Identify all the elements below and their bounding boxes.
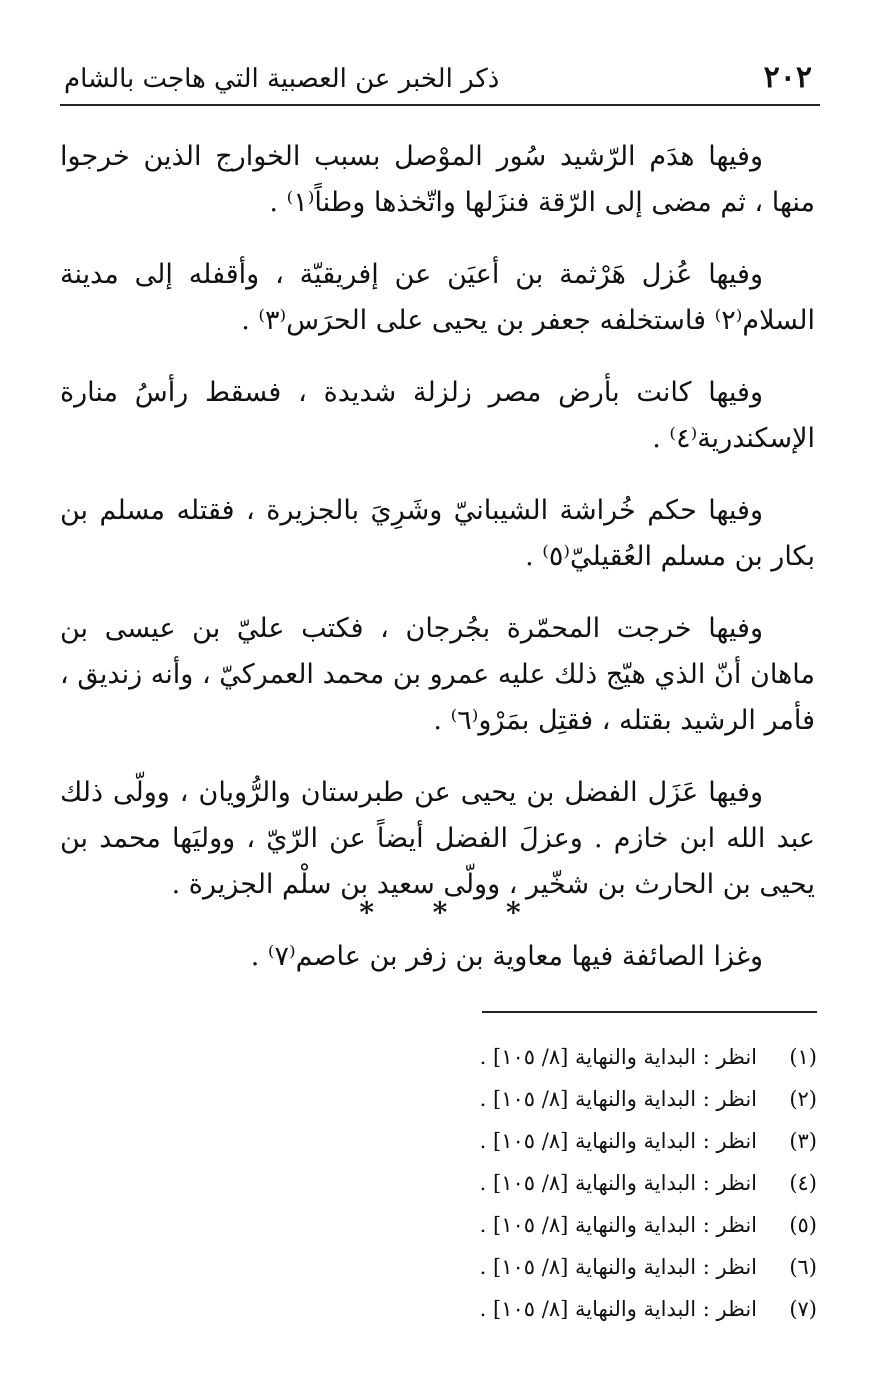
paragraph: وفيها حكم خُراشة الشيبانيّ وشَرِيَ بالجزيرة ، فقتله مسلم بن بكار بن مسلم العُقيليّ⁽٥⁾ . — [60, 495, 815, 572]
paragraph: وغزا الصائفة فيها معاوية بن زفر بن عاصم⁽٧⁾ . — [250, 941, 763, 972]
footnote — [420, 1162, 817, 1204]
footnote-number: (٣) — [789, 1129, 817, 1153]
footnote — [420, 1288, 817, 1330]
footnote-number: (٧) — [789, 1297, 817, 1321]
footnote-text: انظر : البداية والنهاية [٨/ ١٠٥] . — [479, 1087, 757, 1111]
footnote-number: (٤) — [789, 1171, 817, 1195]
paragraph: وفيها خرجت المحمّرة بجُرجان ، فكتب عليّ بن عيسى بن ماهان أنّ الذي هيّج ذلك عليه عمرو بن محمد العمركيّ ، وأنه زنديق ، فأمر الرشيد بقتله ، فقتِل بمَرْو⁽٦⁾ . — [60, 613, 815, 736]
footnote-text: انظر : البداية والنهاية [٨/ ١٠٥] . — [479, 1213, 757, 1237]
paragraph: وفيها عُزل هَرْثمة بن أعيَن عن إفريقيّة ، وأقفله إلى مدينة السلام⁽٢⁾ فاستخلفه جعفر بن يحيى على الحرَس⁽٣⁾ . — [60, 259, 815, 336]
body-text — [60, 134, 815, 1006]
footnote — [420, 1246, 817, 1288]
running-title: ذكر الخبر عن العصبية التي هاجت بالشام — [64, 64, 500, 94]
page-header — [60, 58, 820, 106]
footnote-number: (٢) — [789, 1087, 817, 1111]
footnote-number: (٦) — [789, 1255, 817, 1279]
separator-star: * — [505, 896, 521, 929]
footnote — [420, 1036, 817, 1078]
page-number: ٢٠٢ — [763, 60, 812, 95]
footnote-text: انظر : البداية والنهاية [٨/ ١٠٥] . — [479, 1255, 757, 1279]
footnotes — [420, 1036, 817, 1330]
footnote-text: انظر : البداية والنهاية [٨/ ١٠٥] . — [479, 1129, 757, 1153]
separator-star: * — [432, 896, 448, 929]
footnote — [420, 1204, 817, 1246]
footnote — [420, 1120, 817, 1162]
paragraph: وفيها هدَم الرّشيد سُور الموْصل بسبب الخوارج الذين خرجوا منها ، ثم مضى إلى الرّقة فنزَلها واتّخذها وطناً⁽١⁾ . — [60, 141, 815, 218]
footnote-number: (١) — [789, 1045, 817, 1069]
footnote — [420, 1078, 817, 1120]
paragraph: وفيها كانت بأرض مصر زلزلة شديدة ، فسقط رأسُ منارة الإسكندرية⁽٤⁾ . — [60, 377, 815, 454]
footnote-divider — [482, 1011, 817, 1013]
footnote-text: انظر : البداية والنهاية [٨/ ١٠٥] . — [479, 1171, 757, 1195]
footnote-text: انظر : البداية والنهاية [٨/ ١٠٥] . — [479, 1297, 757, 1321]
separator-star: * — [359, 896, 374, 929]
footnote-number: (٥) — [789, 1213, 817, 1237]
section-separator — [330, 896, 550, 929]
paragraph: وفيها عَزَل الفضل بن يحيى عن طبرستان والرُّويان ، وولّى ذلك عبد الله ابن خازم . وعزلَ الفضل أيضاً عن الرّيّ ، ووليَها محمد بن يحيى بن الحارث بن شخّير ، وولّى سعيد بن سلْم الجزيرة . — [60, 777, 815, 900]
footnote-text: انظر : البداية والنهاية [٨/ ١٠٥] . — [479, 1045, 757, 1069]
